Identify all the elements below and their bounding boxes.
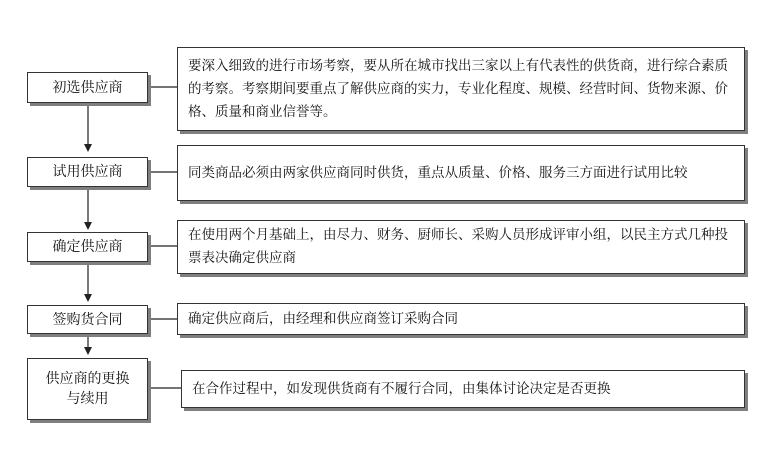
step-label: 签购货合同: [52, 311, 123, 328]
step-label: 确定供应商: [52, 239, 123, 255]
desc-text: 在使用两个月基础上，由尽力、财务、厨师长、采购人员形成评审小组，以民主方式几种投票表决确定供应商: [188, 227, 728, 266]
desc-text: 确定供应商后，由经理和供应商签订采购合同: [188, 310, 458, 327]
step-box-select: [27, 72, 148, 103]
desc-text: 要深入细致的进行市场考察，要从所在城市找出三家以上有代表性的供货商，进行综合素质的考察。考察期间要重点了解供应商的实力，专业化程度、规模、经营时间、货物来源、价格、质量和商业信誉等。: [188, 57, 728, 120]
desc-box-replace: [181, 370, 745, 408]
desc-text: 同类商品必须由两家供应商同时供货，重点从质量、价格、服务三方面进行试用比较: [188, 164, 688, 181]
step-label: 供应商的更换与续用: [45, 371, 130, 407]
step-label: 试用供应商: [52, 164, 123, 180]
desc-text: 在合作过程中，如发现供货商有不履行合同，由集体讨论决定是否更换: [192, 380, 611, 397]
step-label: 初选供应商: [52, 79, 123, 96]
step-box-replace: [27, 358, 148, 420]
desc-box-contract: [177, 303, 745, 335]
desc-box-trial: [177, 145, 745, 201]
desc-box-confirm: [177, 220, 745, 274]
step-box-trial: [27, 157, 148, 187]
desc-box-select: [177, 47, 745, 131]
step-box-contract: [27, 305, 148, 334]
step-box-confirm: [27, 232, 148, 262]
